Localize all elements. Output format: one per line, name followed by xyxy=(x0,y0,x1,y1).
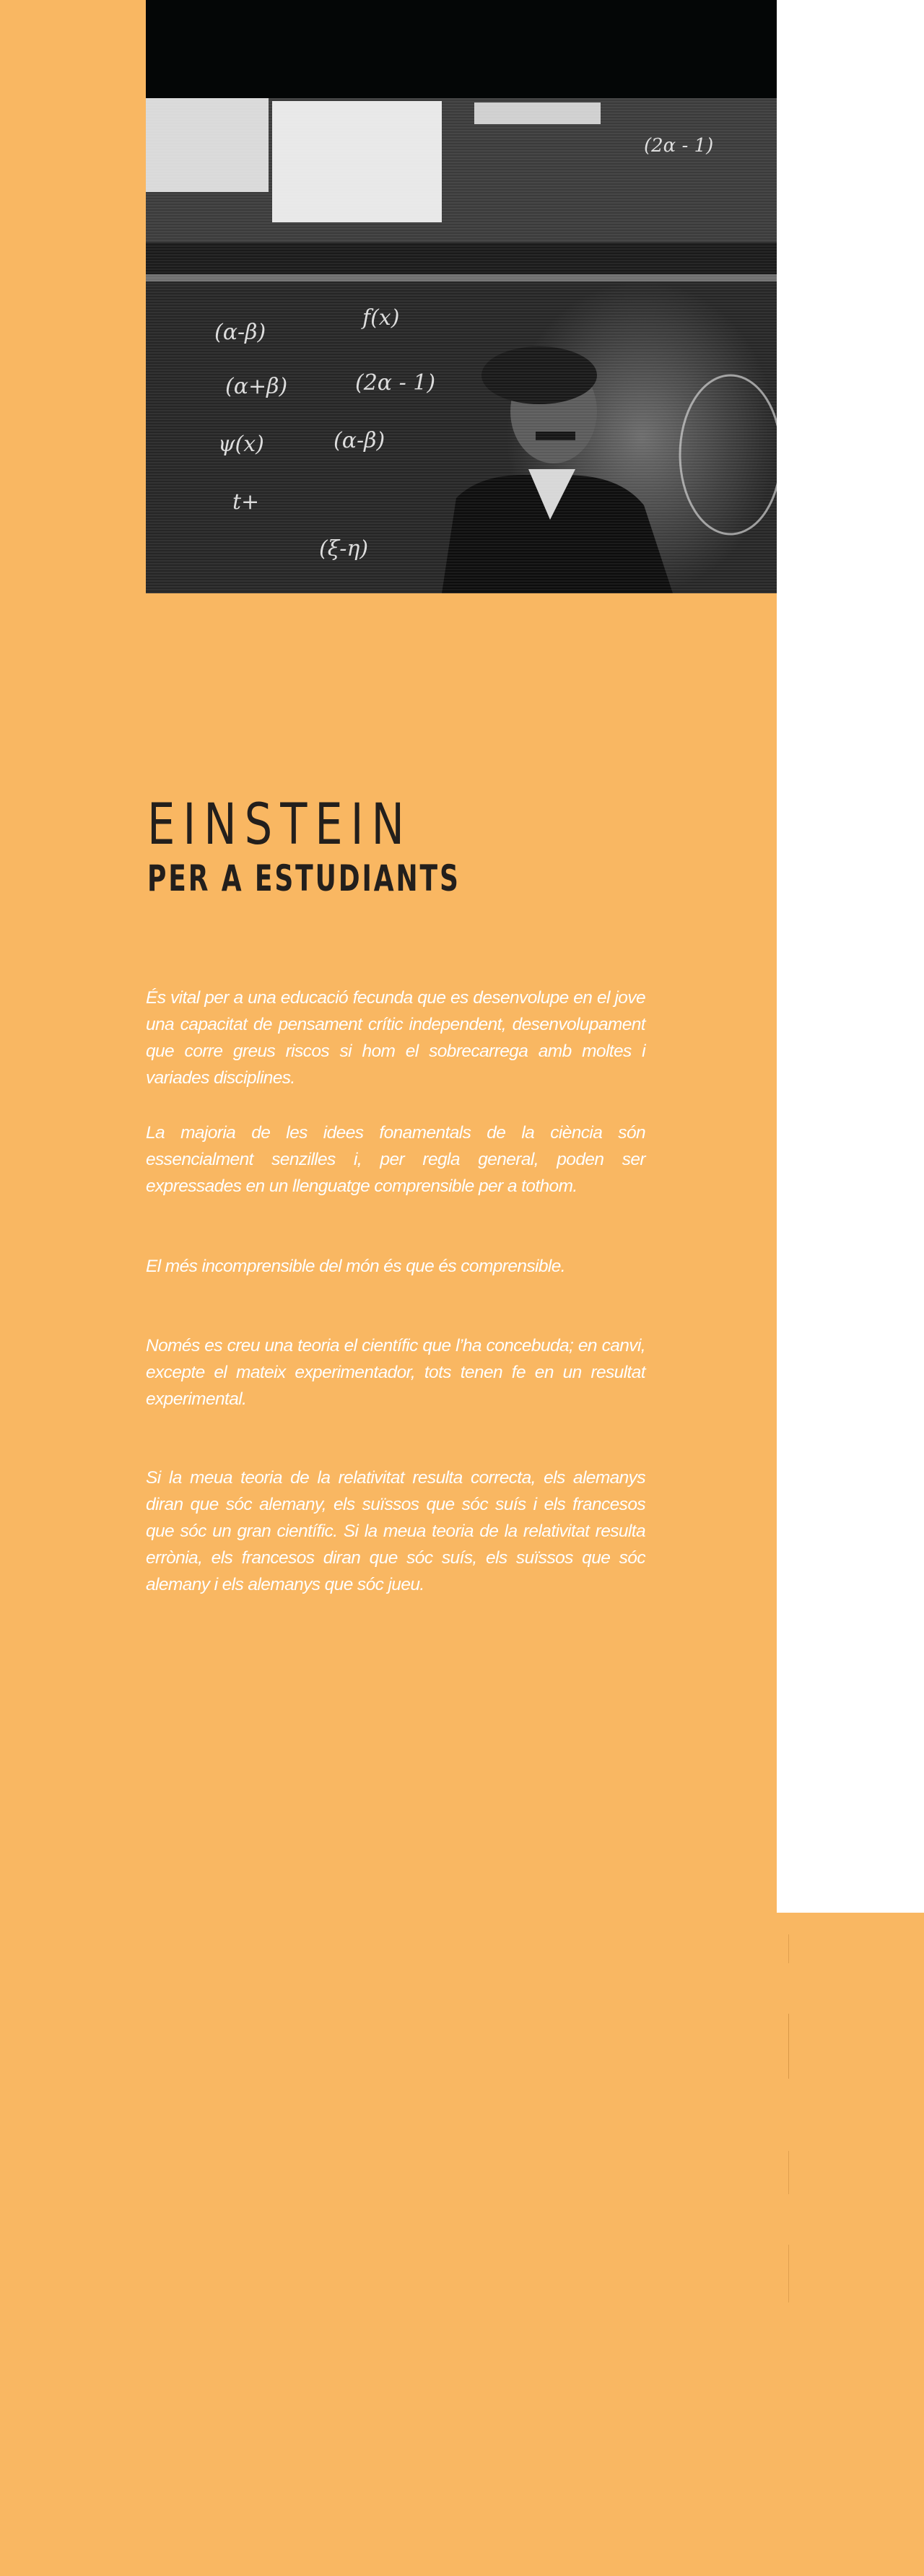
quote-3: El més incomprensible del món és que és comprensible. xyxy=(146,1257,565,1276)
quote-4: Només es creu una teoria el científic que l’ha concebuda; en canvi, excepte el mateix experimentador, tots tenen fe en un resultat experimental. xyxy=(146,1336,645,1409)
quote-5: Si la meua teoria de la relativitat resulta correcta, els alemanys diran que sóc alemany, els suïssos que sóc suís i els francesos que sóc un gran científic. Si la meua teoria de la relativitat resulta errònia, els francesos diran que sóc suís, els suïssos que sóc alemany i els alemanys que sóc jueu. xyxy=(146,1468,645,1594)
title-block xyxy=(147,793,582,899)
quote-2: La majoria de les idees fonamentals de la ciència són essencialment senzilles i, per regla general, poden ser expressades en un llenguatge comprensible per a tothom. xyxy=(146,1123,645,1196)
white-side-panel xyxy=(777,0,924,1913)
page-title: EINSTEIN xyxy=(147,793,412,857)
margin-trim-marks xyxy=(788,1934,790,2310)
page-subtitle: PER A ESTUDIANTS xyxy=(147,857,461,899)
quote-1: És vital per a una educació fecunda que es desenvolupe en el jove una capacitat de pensament crític independent, desenvolupament que corre greus riscos si hom el sobrecarrega amb moltes i variades disciplines. xyxy=(146,988,645,1088)
einstein-blackboard-photo xyxy=(146,0,777,593)
